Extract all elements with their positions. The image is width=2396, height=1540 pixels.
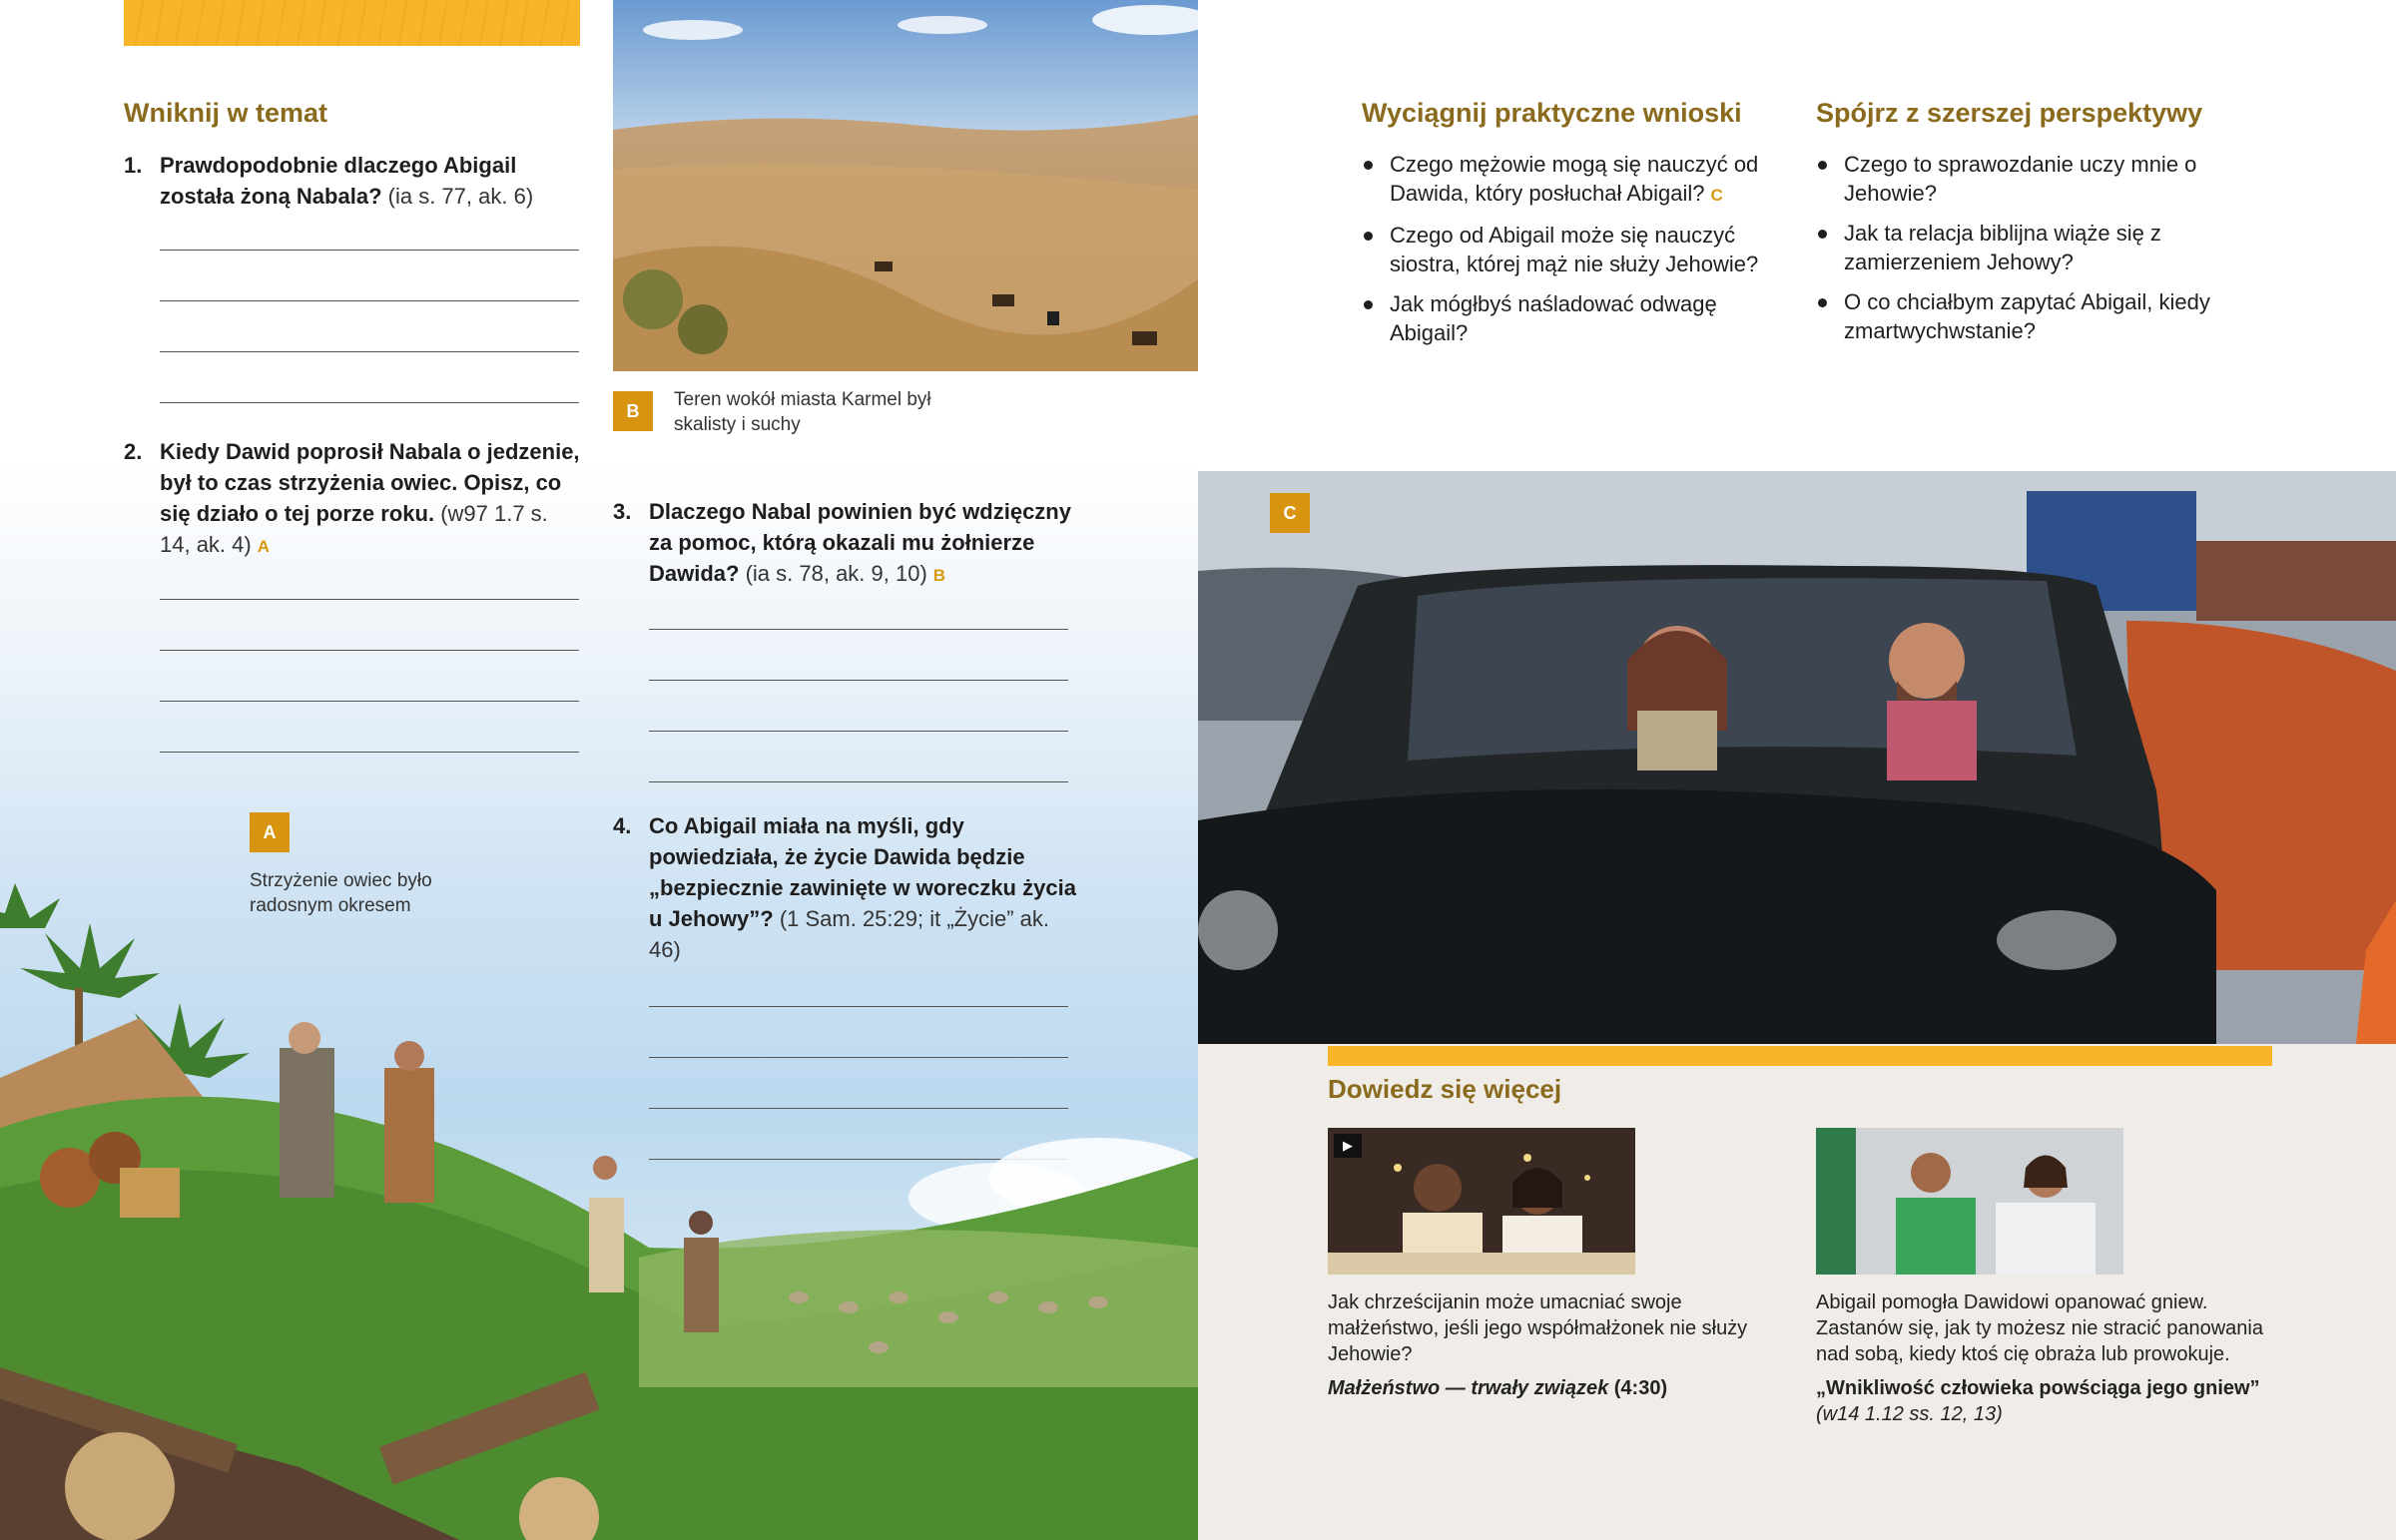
answer-lines-3[interactable] <box>649 629 1068 832</box>
answer-lines-2[interactable] <box>160 599 579 802</box>
image-tag-a: A <box>257 537 270 556</box>
image-tag-c: C <box>1710 186 1723 205</box>
question-number: 4. <box>613 813 632 838</box>
question-reference: (w97 1.7 s. 14, ak. 4) <box>160 501 548 557</box>
desert-photo <box>613 0 1198 371</box>
more-item-text: Jak chrześcijanin może umacniać swoje małżeństwo, jeśli jego współmałżonek nie służy Jehowie? <box>1328 1291 1748 1365</box>
more-item-text: Abigail pomogła Dawidowi opanować gniew. Zastanów się, jak ty możesz nie stracić panowania nad sobą, kiedy ktoś cię obraża lub prowokuje. <box>1816 1291 2263 1365</box>
question-reference: (1 Sam. 25:29; it „Życie” ak. 46) <box>649 906 1050 962</box>
article-thumbnail-anger[interactable] <box>1816 1128 2123 1275</box>
car-argument-photo <box>1198 471 2396 1044</box>
practical-list <box>1362 150 1791 358</box>
gold-header-bar <box>124 0 580 46</box>
caption-b: Teren wokół miasta Karmel był skalisty i suchy <box>674 389 931 435</box>
question-text: Dlaczego Nabal powinien być wdzięczny za pomoc, którą okazali mu żołnierze Dawida? <box>649 499 1071 586</box>
list-item: Jak ta relacja biblijna wiąże się z zamierzeniem Jehowy? <box>1816 219 2235 276</box>
more-item-2 <box>1816 1289 2275 1427</box>
section-title-perspective: Spójrz z szerszej perspektywy <box>1816 98 2203 128</box>
question-number: 1. <box>124 153 143 178</box>
sheep-shearing-illustration <box>0 828 1198 1540</box>
image-badge-a: A <box>250 812 290 852</box>
question-reference: (ia s. 78, ak. 9, 10) <box>745 561 927 586</box>
question-number: 3. <box>613 499 632 524</box>
video-duration: (4:30) <box>1608 1377 1668 1399</box>
learn-more-section <box>1198 1044 2396 1540</box>
play-icon[interactable]: ▶ <box>1334 1134 1362 1158</box>
question-2 <box>124 436 583 562</box>
question-number: 2. <box>124 439 143 464</box>
question-1 <box>124 150 583 212</box>
image-badge-b: B <box>613 391 653 431</box>
question-3 <box>613 496 1082 591</box>
section-title-wniknij: Wniknij w temat <box>124 98 328 128</box>
article-link-anger[interactable]: „Wnikliwość człowieka powściąga jego gniew” <box>1816 1377 2260 1399</box>
video-link-marriage[interactable]: Małżeństwo — trwały związek <box>1328 1377 1609 1399</box>
article-reference: (w14 1.12 ss. 12, 13) <box>1816 1403 2003 1425</box>
list-item: Czego od Abigail może się nauczyć siostra, której mąż nie służy Jehowie? <box>1362 221 1791 278</box>
perspective-list <box>1816 150 2235 356</box>
list-item: Czego mężowie mogą się nauczyć od Dawida, który posłuchał Abigail? C <box>1362 150 1791 210</box>
list-item: Czego to sprawozdanie uczy mnie o Jehowie? <box>1816 150 2235 208</box>
section-title-more: Dowiedz się więcej <box>1328 1074 1562 1104</box>
section-title-practical: Wyciągnij praktyczne wnioski <box>1362 98 1742 128</box>
image-tag-b: B <box>932 566 946 585</box>
question-text: Prawdopodobnie dlaczego Abigail została żoną Nabala? <box>160 153 517 209</box>
gold-accent-bar <box>1328 1046 2272 1066</box>
question-text: Co Abigail miała na myśli, gdy powiedziała, że życie Dawida będzie „bezpiecznie zawinięte w woreczku życia u Jehowy”? <box>649 813 1076 931</box>
caption-a: Strzyżenie owiec było radosnym okresem <box>250 870 432 916</box>
list-item: O co chciałbym zapytać Abigail, kiedy zmartwychwstanie? <box>1816 287 2235 345</box>
more-item-1 <box>1328 1289 1787 1401</box>
image-badge-c: C <box>1270 493 1310 533</box>
list-item: Jak mógłbyś naśladować odwagę Abigail? <box>1362 289 1791 347</box>
question-reference: (ia s. 77, ak. 6) <box>387 184 534 209</box>
video-thumbnail-marriage[interactable] <box>1328 1128 1635 1275</box>
question-text: Kiedy Dawid poprosił Nabala o jedzenie, był to czas strzyżenia owiec. Opisz, co się działo o tej porze roku. <box>160 439 580 526</box>
right-page <box>1198 0 2396 1540</box>
answer-lines-1[interactable] <box>160 250 579 453</box>
